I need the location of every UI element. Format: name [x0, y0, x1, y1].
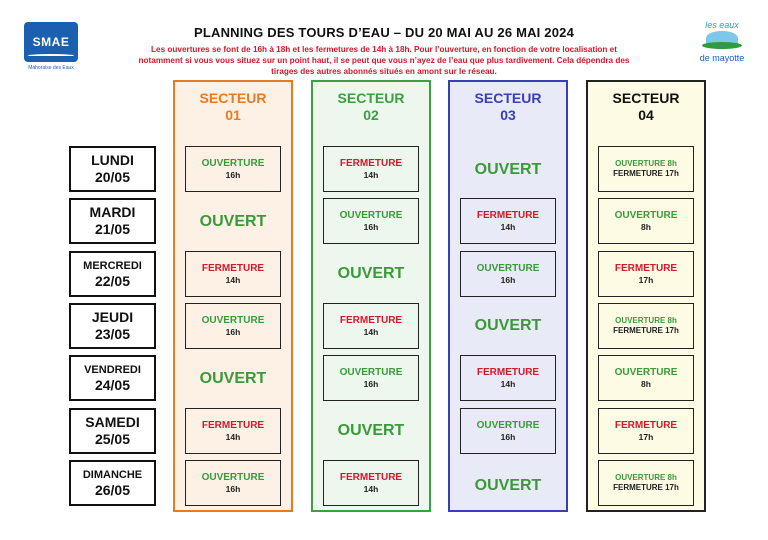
schedule-cell-s4-jeudi: OUVERTURE 8h FERMETURE 17h [598, 303, 694, 349]
subtitle-line: tirages des autres abonnés situés en amont sur le réseau. [271, 67, 497, 76]
ouvert-label-s1-mardi: OUVERT [199, 213, 267, 230]
smae-logo [22, 22, 80, 78]
day-label-dimanche: DIMANCHE 26/05 [69, 460, 156, 506]
schedule-cell-s1-dimanche: OUVERTURE 16h [185, 460, 281, 506]
eaux-de-mayotte-logo [694, 20, 750, 74]
schedule-cell-s1-lundi: OUVERTURE 16h [185, 146, 281, 192]
ouvert-label-s2-samedi: OUVERT [337, 422, 405, 439]
schedule-cell-s1-mercredi: FERMETURE 14h [185, 251, 281, 297]
ouvert-label-s1-vendredi: OUVERT [199, 370, 267, 387]
schedule-cell-s3-mardi: FERMETURE 14h [460, 198, 556, 244]
ouvert-label-s2-mercredi: OUVERT [337, 265, 405, 282]
sector-header-02: SECTEUR 02 [337, 90, 405, 123]
smae-logo-text: SMAE [32, 35, 70, 49]
eaux-logo-line2: de mayotte [699, 53, 745, 63]
schedule-cell-s4-lundi: OUVERTURE 8h FERMETURE 17h [598, 146, 694, 192]
schedule-cell-s4-mardi: OUVERTURE 8h [598, 198, 694, 244]
schedule-cell-s3-mercredi: OUVERTURE 16h [460, 251, 556, 297]
schedule-cell-s2-mardi: OUVERTURE 16h [323, 198, 419, 244]
schedule-cell-s4-dimanche: OUVERTURE 8h FERMETURE 17h [598, 460, 694, 506]
eaux-logo-line1: les eaux [705, 20, 739, 30]
schedule-cell-s2-jeudi: FERMETURE 14h [323, 303, 419, 349]
page-subtitle [90, 44, 678, 77]
schedule-cell-s4-samedi: FERMETURE 17h [598, 408, 694, 454]
schedule-cell-s4-mercredi: FERMETURE 17h [598, 251, 694, 297]
sector-header-03: SECTEUR 03 [474, 90, 542, 123]
sector-header-04: SECTEUR 04 [612, 90, 680, 123]
day-label-jeudi: JEUDI 23/05 [69, 303, 156, 349]
day-label-samedi: SAMEDI 25/05 [69, 408, 156, 454]
schedule-cell-s1-samedi: FERMETURE 14h [185, 408, 281, 454]
day-label-vendredi: VENDREDI 24/05 [69, 355, 156, 401]
page-title: PLANNING DES TOURS D’EAU – DU 20 MAI AU 26 MAI 2024 [193, 25, 575, 40]
ouvert-label-s3-jeudi: OUVERT [474, 317, 542, 334]
day-label-mardi: MARDI 21/05 [69, 198, 156, 244]
schedule-cell-s4-vendredi: OUVERTURE 8h [598, 355, 694, 401]
wave-icon [28, 54, 74, 57]
ouvert-label-s3-dimanche: OUVERT [474, 477, 542, 494]
landscape-icon [702, 31, 742, 53]
schedule-cell-s3-vendredi: FERMETURE 14h [460, 355, 556, 401]
ouvert-label-s3-lundi: OUVERT [474, 161, 542, 178]
subtitle-line: Les ouvertures se font de 16h à 18h et les fermetures de 14h à 18h. Pour l’ouverture, en fonction de votre localisation et [151, 45, 617, 54]
schedule-cell-s3-samedi: OUVERTURE 16h [460, 408, 556, 454]
smae-logo-tagline: Mahoraise des Eaux [28, 65, 74, 71]
day-label-mercredi: MERCREDI 22/05 [69, 251, 156, 297]
sector-header-01: SECTEUR 01 [199, 90, 267, 123]
schedule-cell-s2-lundi: FERMETURE 14h [323, 146, 419, 192]
schedule-cell-s1-jeudi: OUVERTURE 16h [185, 303, 281, 349]
sector-column-02 [311, 80, 431, 512]
schedule-cell-s2-vendredi: OUVERTURE 16h [323, 355, 419, 401]
smae-logo-mark [24, 22, 78, 62]
subtitle-line: notamment si vous vous situez sur un point haut, il se peut que vous n’ayez de l’eau que plus tardivement. Cela dépendra des [138, 56, 630, 65]
day-label-lundi: LUNDI 20/05 [69, 146, 156, 192]
schedule-cell-s2-dimanche: FERMETURE 14h [323, 460, 419, 506]
